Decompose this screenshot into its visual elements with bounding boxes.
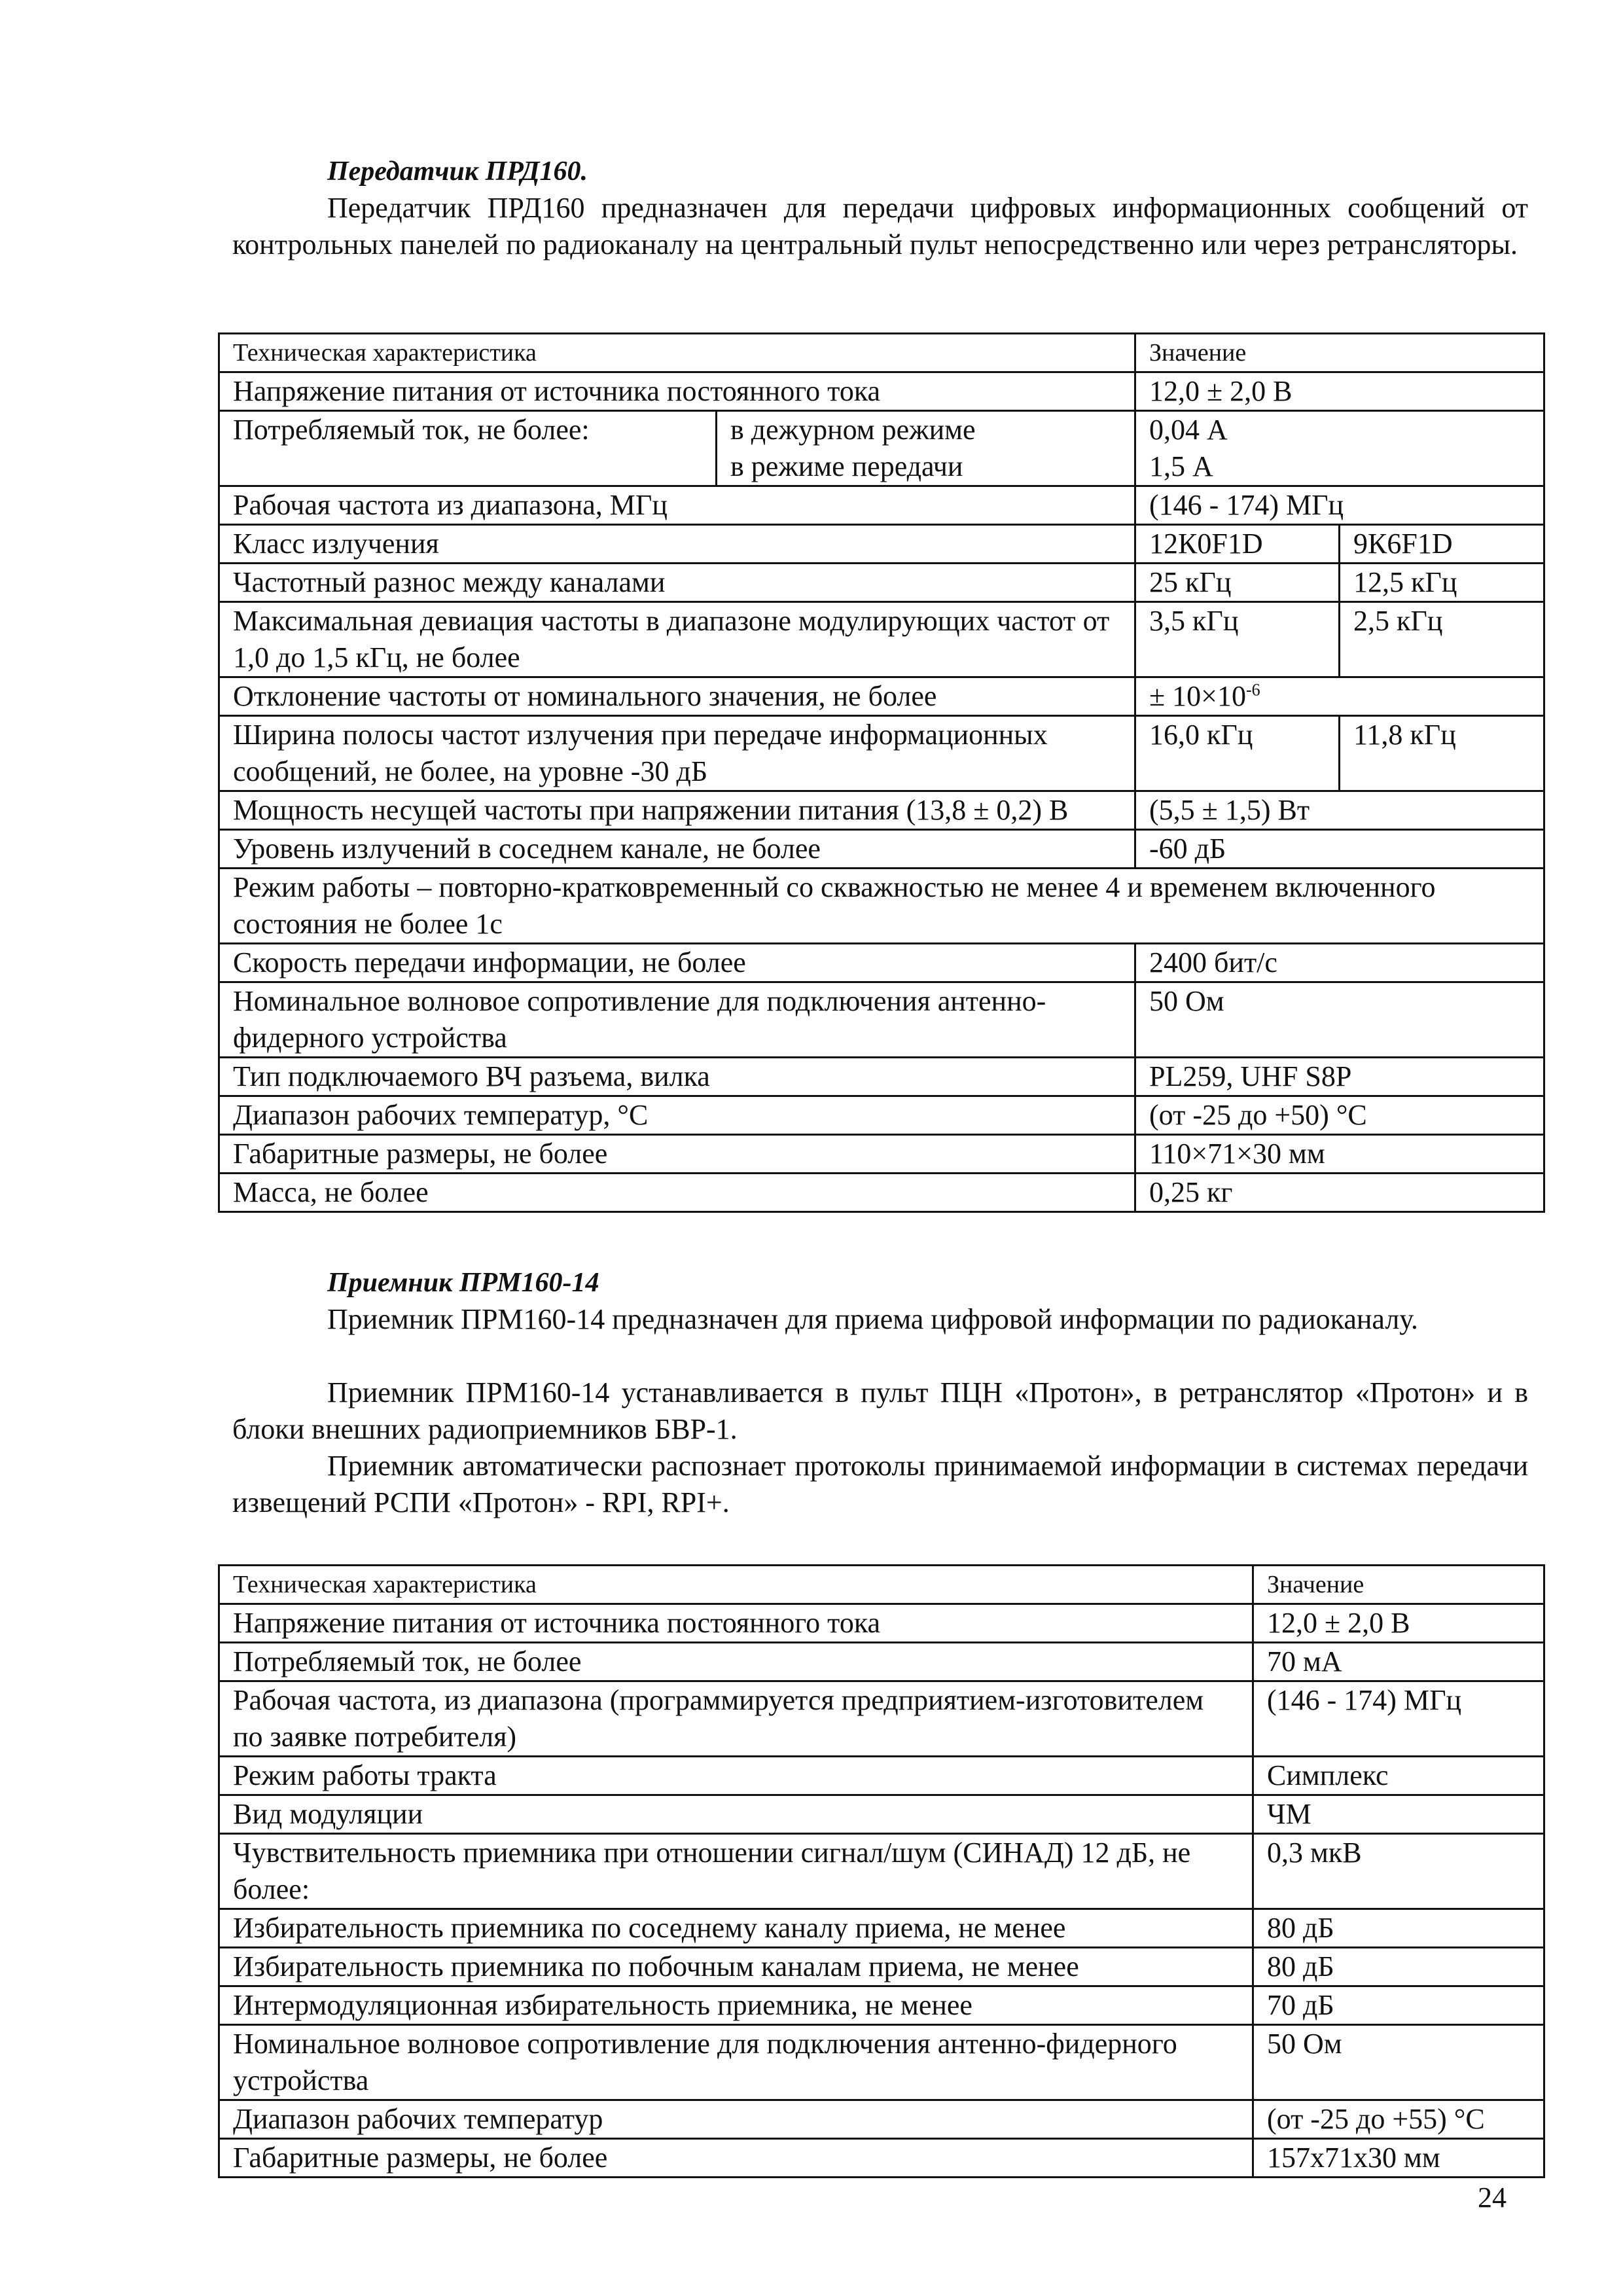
row-param: Рабочая частота из диапазона, МГц bbox=[219, 486, 1135, 525]
row-value: (146 - 174) МГц bbox=[1135, 486, 1544, 525]
row-value: ЧМ bbox=[1253, 1795, 1544, 1834]
row-param: Потребляемый ток, не более bbox=[219, 1643, 1253, 1681]
row-value: 2400 бит/с bbox=[1135, 944, 1544, 982]
row-value: 12,0 ± 2,0 В bbox=[1135, 372, 1544, 411]
transmitter-spec-table bbox=[218, 332, 1545, 1213]
table-row bbox=[219, 1681, 1544, 1757]
row-param: Масса, не более bbox=[219, 1174, 1135, 1212]
header-param: Техническая характеристика bbox=[219, 1566, 1253, 1604]
header-param: Техническая характеристика bbox=[219, 334, 1135, 372]
offset-value: ± 10×10 bbox=[1149, 680, 1246, 712]
row-param: Номинальное волновое сопротивление для подключения антенно-фидерного устройства bbox=[219, 2025, 1253, 2100]
row-param: Габаритные размеры, не более bbox=[219, 2139, 1253, 2178]
row-value: 50 Ом bbox=[1135, 982, 1544, 1058]
table-row bbox=[219, 525, 1544, 564]
row-param: Диапазон рабочих температур bbox=[219, 2100, 1253, 2139]
row-value-1: 16,0 кГц bbox=[1135, 716, 1340, 791]
table-row bbox=[219, 1096, 1544, 1135]
row-param: Рабочая частота, из диапазона (программируется предприятием-изготовителем по заявке потребителя) bbox=[219, 1681, 1253, 1757]
row-param: Скорость передачи информации, не более bbox=[219, 944, 1135, 982]
table-row bbox=[219, 411, 1544, 486]
row-submodes bbox=[717, 411, 1135, 486]
header-value: Значение bbox=[1135, 334, 1544, 372]
row-value: 12,0 ± 2,0 В bbox=[1253, 1604, 1544, 1643]
row-param: Интермодуляционная избирательность приемника, не менее bbox=[219, 1986, 1253, 2025]
table-row bbox=[219, 486, 1544, 525]
table-row bbox=[219, 1604, 1544, 1643]
row-value: 110×71×30 мм bbox=[1135, 1135, 1544, 1174]
mode-transmit: в режиме передачи bbox=[730, 450, 963, 482]
transmitter-title: Передатчик ПРД160. bbox=[327, 156, 588, 187]
row-value: 70 мА bbox=[1253, 1643, 1544, 1681]
row-value: (5,5 ± 1,5) Вт bbox=[1135, 791, 1544, 830]
row-value: (146 - 174) МГц bbox=[1253, 1681, 1544, 1757]
table-row bbox=[219, 1948, 1544, 1986]
row-value: 70 дБ bbox=[1253, 1986, 1544, 2025]
table-row bbox=[219, 677, 1544, 716]
row-value-1: 3,5 кГц bbox=[1135, 602, 1340, 677]
row-value: -60 дБ bbox=[1135, 830, 1544, 869]
table-header-row bbox=[219, 1566, 1544, 1604]
table-row bbox=[219, 372, 1544, 411]
receiver-paragraph-3: Приемник автоматически распознает протоколы принимаемой информации в системах передачи извещений РСПИ «Протон» - RPI, RPI+. bbox=[232, 1450, 1528, 1518]
row-value-1: 12К0F1D bbox=[1135, 525, 1340, 564]
value-standby: 0,04 А bbox=[1149, 414, 1228, 446]
table-row bbox=[219, 716, 1544, 791]
table-row bbox=[219, 1986, 1544, 2025]
page-number: 24 bbox=[1478, 2181, 1507, 2214]
row-param: Номинальное волновое сопротивление для подключения антенно-фидерного устройства bbox=[219, 982, 1135, 1058]
table-row bbox=[219, 1757, 1544, 1795]
row-param: Избирательность приемника по соседнему каналу приема, не менее bbox=[219, 1909, 1253, 1948]
row-value: 80 дБ bbox=[1253, 1948, 1544, 1986]
row-param: Тип подключаемого ВЧ разъема, вилка bbox=[219, 1058, 1135, 1096]
row-param: Диапазон рабочих температур, °С bbox=[219, 1096, 1135, 1135]
table-row bbox=[219, 564, 1544, 602]
row-value: 157х71х30 мм bbox=[1253, 2139, 1544, 2178]
table-row bbox=[219, 1643, 1544, 1681]
row-param: Максимальная девиация частоты в диапазоне модулирующих частот от 1,0 до 1,5 кГц, не более bbox=[219, 602, 1135, 677]
mode-standby: в дежурном режиме bbox=[730, 414, 976, 446]
row-param: Мощность несущей частоты при напряжении питания (13,8 ± 0,2) В bbox=[219, 791, 1135, 830]
table-row bbox=[219, 869, 1544, 944]
transmitter-intro: Передатчик ПРД160 предназначен для передачи цифровых информационных сообщений от контрольных панелей по радиоканалу на центральный пульт непосредственно или через ретрансляторы. bbox=[232, 192, 1528, 260]
table-row bbox=[219, 1909, 1544, 1948]
row-value: PL259, UHF S8P bbox=[1135, 1058, 1544, 1096]
row-value: (от -25 до +50) °С bbox=[1135, 1096, 1544, 1135]
table-row bbox=[219, 1135, 1544, 1174]
value-transmit: 1,5 А bbox=[1149, 450, 1213, 482]
row-param: Класс излучения bbox=[219, 525, 1135, 564]
table-row bbox=[219, 1058, 1544, 1096]
row-param: Напряжение питания от источника постоянного тока bbox=[219, 372, 1135, 411]
table-row bbox=[219, 791, 1544, 830]
row-param: Отклонение частоты от номинального значения, не более bbox=[219, 677, 1135, 716]
row-param: Избирательность приемника по побочным каналам приема, не менее bbox=[219, 1948, 1253, 1986]
row-param: Чувствительность приемника при отношении сигнал/шум (СИНАД) 12 дБ, не более: bbox=[219, 1834, 1253, 1909]
table-row bbox=[219, 2025, 1544, 2100]
row-value: 80 дБ bbox=[1253, 1909, 1544, 1948]
row-param: Вид модуляции bbox=[219, 1795, 1253, 1834]
header-value: Значение bbox=[1253, 1566, 1544, 1604]
row-value-2: 12,5 кГц bbox=[1340, 564, 1544, 602]
row-value: (от -25 до +55) °С bbox=[1253, 2100, 1544, 2139]
table-row bbox=[219, 830, 1544, 869]
row-fullwidth: Режим работы – повторно-кратковременный со скважностью не менее 4 и временем включенного состояния не более 1с bbox=[219, 869, 1544, 944]
table-row bbox=[219, 944, 1544, 982]
row-value: 50 Ом bbox=[1253, 2025, 1544, 2100]
receiver-paragraph-2: Приемник ПРМ160-14 устанавливается в пульт ПЦН «Протон», в ретранслятор «Протон» и в блоки внешних радиоприемников БВР-1. bbox=[232, 1376, 1528, 1445]
table-row bbox=[219, 602, 1544, 677]
table-row bbox=[219, 1795, 1544, 1834]
table-row bbox=[219, 1834, 1544, 1909]
row-value-1: 25 кГц bbox=[1135, 564, 1340, 602]
row-value: 0,25 кг bbox=[1135, 1174, 1544, 1212]
row-param: Габаритные размеры, не более bbox=[219, 1135, 1135, 1174]
row-param: Режим работы тракта bbox=[219, 1757, 1253, 1795]
table-header-row bbox=[219, 334, 1544, 372]
row-value bbox=[1135, 411, 1544, 486]
table-row bbox=[219, 1174, 1544, 1212]
row-param: Частотный разнос между каналами bbox=[219, 564, 1135, 602]
row-param: Уровень излучений в соседнем канале, не более bbox=[219, 830, 1135, 869]
table-row bbox=[219, 2139, 1544, 2178]
receiver-spec-table bbox=[218, 1564, 1545, 2178]
row-param: Ширина полосы частот излучения при передаче информационных сообщений, не более, на уровне -30 дБ bbox=[219, 716, 1135, 791]
receiver-paragraph-1: Приемник ПРМ160-14 предназначен для приема цифровой информации по радиоканалу. bbox=[327, 1303, 1418, 1335]
row-value-2: 11,8 кГц bbox=[1340, 716, 1544, 791]
receiver-title: Приемник ПРМ160-14 bbox=[327, 1268, 599, 1298]
table-row bbox=[219, 2100, 1544, 2139]
row-param: Напряжение питания от источника постоянного тока bbox=[219, 1604, 1253, 1643]
row-value-2: 9К6F1D bbox=[1340, 525, 1544, 564]
row-value: 0,3 мкВ bbox=[1253, 1834, 1544, 1909]
offset-exponent: -6 bbox=[1245, 680, 1260, 700]
table-row bbox=[219, 982, 1544, 1058]
row-value: Симплекс bbox=[1253, 1757, 1544, 1795]
row-param: Потребляемый ток, не более: bbox=[219, 411, 717, 486]
row-value-2: 2,5 кГц bbox=[1340, 602, 1544, 677]
row-value bbox=[1135, 677, 1544, 716]
